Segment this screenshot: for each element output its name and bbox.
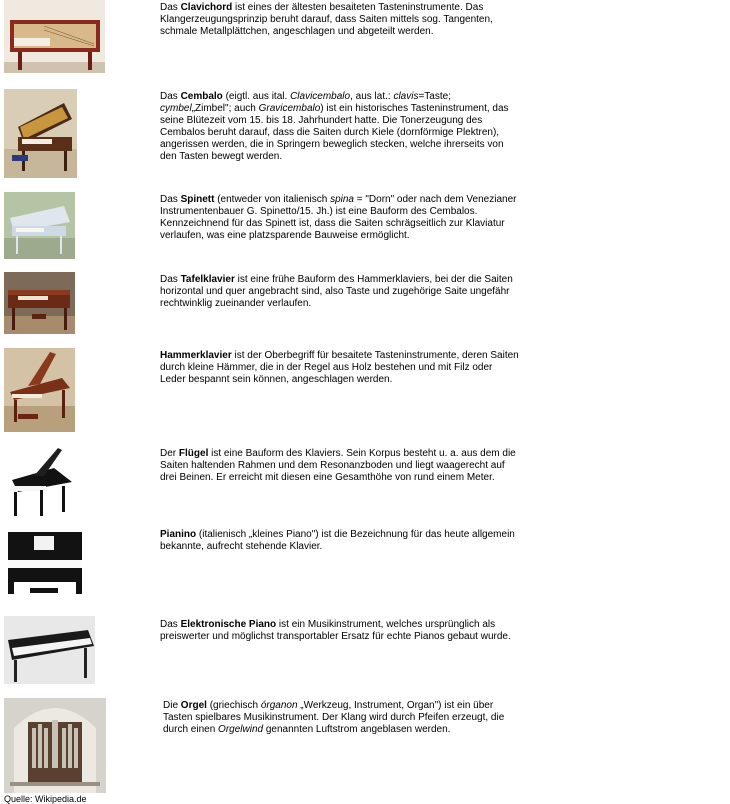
text-run: = "Dorn" oder nach dem Venezianer Instrumentenbauer G. Spinetto/15. Jh.) ist eine Bauform des Cembalos. Kennzeichnend für das Spinett ist, dass die Saiten schrägseitlich zur Klaviatur verlaufen, was eine platzsparende Bauweise ermöglicht.	[160, 194, 517, 241]
hammerklavier-image	[4, 348, 75, 432]
orgel-description	[163, 700, 523, 736]
term: Elektronische Piano	[180, 619, 277, 630]
italic-term: Clavicembalo	[290, 91, 351, 102]
tafelklavier-description	[160, 274, 520, 310]
term: Orgel	[180, 700, 207, 711]
text-run: Das	[160, 274, 181, 285]
cembalo-image	[4, 89, 77, 178]
spinett-image	[4, 192, 75, 259]
clavichord-description	[160, 2, 520, 38]
source-credit: Quelle: Wikipedia.de	[4, 794, 87, 804]
term: Flügel	[178, 448, 209, 459]
text-run: Der	[160, 448, 179, 459]
elektronisches-piano-description	[160, 619, 520, 643]
spinett-description	[160, 194, 520, 242]
term: Spinett	[180, 194, 215, 205]
text-run: (eigtl. aus ital.	[222, 91, 291, 102]
text-run: Das	[160, 2, 181, 13]
italic-term: spina	[330, 194, 354, 205]
text-run: Das	[160, 194, 181, 205]
text-run: „Zimbel"; auch	[191, 103, 259, 114]
text-run: ist eine Bauform des Klaviers. Sein Korpus besteht u. a. aus dem die Saiten haltenden Rahmen und dem Resonanzboden und liegt waagerecht auf drei Beinen. Er erreicht mit diesen eine Gesamthöhe von rund einem Meter.	[160, 448, 516, 483]
term: Hammerklavier	[160, 350, 232, 361]
tafelklavier-image	[4, 272, 75, 334]
text-run: Das	[160, 91, 181, 102]
text-run: Das	[160, 619, 181, 630]
text-run: ist eines der ältesten besaiteten Tasteninstrumente. Das Klangerzeugungsprinzip beruht darauf, dass Saiten mittels sog. Tangenten, schmale Metallplättchen, angeschlagen und abgeteilt werden.	[160, 2, 493, 37]
fluegel-image	[4, 446, 75, 522]
term: Cembalo	[180, 91, 223, 102]
pianino-description	[160, 529, 520, 553]
text-run: Die	[163, 700, 181, 711]
clavichord-image	[4, 0, 105, 73]
italic-term: Gravicembalo	[258, 103, 321, 114]
italic-term: clavis	[393, 91, 419, 102]
term: Tafelklavier	[180, 274, 235, 285]
text-run: ) ist ein historisches Tasteninstrument, das seine Blütezeit vom 15. bis 18. Jahrhundert hatte. Die Tonerzeugung des Cembalos beruht darauf, dass die Saiten durch Kiele (dornförmige Plektren), angerissen werden, die in Springern beweglich stecken, welche ihrerseits von den Tasten bewegt werden.	[160, 103, 509, 162]
orgel-image	[4, 698, 106, 793]
italic-term: órganon	[260, 700, 298, 711]
term: Pianino	[160, 529, 197, 540]
text-run: (griechisch	[206, 700, 261, 711]
italic-term: Orgelwind	[218, 724, 264, 735]
text-run: =Taste;	[418, 91, 451, 102]
term: Clavichord	[180, 2, 233, 13]
text-run: (italienisch „kleines Piano") ist die Bezeichnung für das heute allgemein bekannte, aufrecht stehende Klavier.	[160, 529, 515, 552]
text-run: genannten Luftstrom angeblasen werden.	[263, 724, 451, 735]
elektronisches-piano-image	[4, 616, 95, 684]
text-run: ist eine frühe Bauform des Hammerklaviers, bei der die Saiten horizontal und quer angebracht sind, also Taste und zugehörige Saite ungefähr rechtwinklig zueinander verlaufen.	[160, 274, 513, 309]
fluegel-description	[160, 448, 520, 484]
hammerklavier-description	[160, 350, 520, 386]
pianino-image	[4, 526, 85, 601]
text-run: „Werkzeug, Instrument, Organ") ist ein über Tasten spielbares Musikinstrument. Der Klang wird durch Pfeifen erzeugt, die durch einen	[163, 700, 505, 735]
text-run: (entweder von italienisch	[214, 194, 331, 205]
text-run: ist ein Musikinstrument, welches ursprünglich als preiswerter und möglichst transportabler Ersatz für echte Pianos gebaut wurde.	[160, 619, 511, 642]
text-run: ist der Oberbegriff für besaitete Tasteninstrumente, deren Saiten durch kleine Hämmer, die in der Regel aus Holz bestehen und mit Filz oder Leder bespannt sein können, angeschlagen werden.	[160, 350, 519, 385]
italic-term: cymbel	[160, 103, 192, 114]
text-run: , aus lat.:	[350, 91, 394, 102]
cembalo-description	[160, 91, 520, 163]
